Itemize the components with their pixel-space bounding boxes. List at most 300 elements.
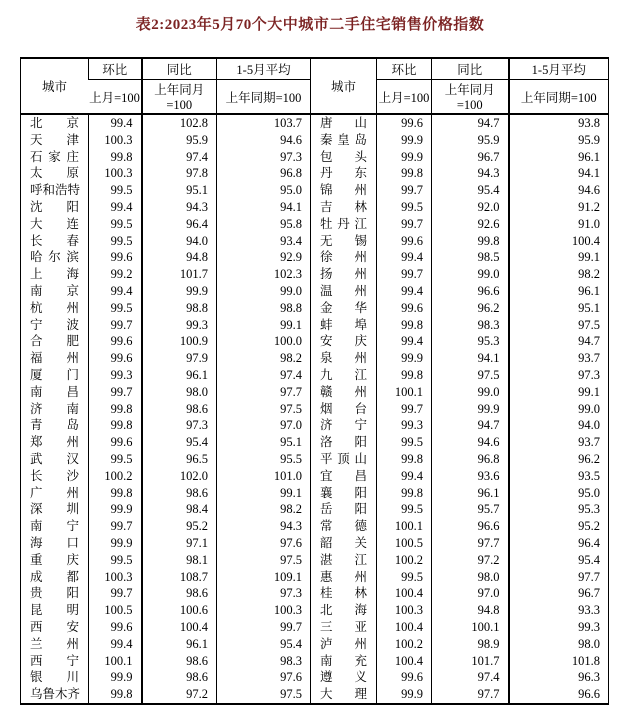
mom-cell-left: 99.4 [89, 283, 142, 300]
mom-cell-left: 99.8 [89, 686, 142, 704]
yoy-cell-left: 97.1 [142, 535, 217, 552]
avg-cell-right: 96.6 [509, 686, 609, 704]
city-cell-right: 扬 州 [311, 266, 377, 283]
yoy-cell-left: 99.9 [142, 283, 217, 300]
header-avg-right: 1-5月平均 [509, 58, 609, 80]
city-cell-left: 上 海 [30, 267, 79, 282]
mom-cell-left: 99.7 [89, 518, 142, 535]
yoy-cell-left: 94.0 [142, 233, 217, 250]
mom-cell-right: 99.7 [377, 182, 432, 199]
city-cell-right: 岳 阳 [311, 501, 377, 518]
table-row [21, 333, 609, 350]
city-cell-right: 平 顶 山 [311, 451, 377, 468]
yoy-cell-right: 97.4 [432, 669, 509, 686]
mom-cell-left: 99.4 [89, 636, 142, 653]
mom-cell-right: 99.9 [377, 350, 432, 367]
city-cell-right: 桂 林 [311, 585, 377, 602]
mom-cell-right: 100.1 [377, 384, 432, 401]
city-cell-right: 包 头 [311, 149, 377, 166]
avg-cell-right: 94.6 [509, 182, 609, 199]
mom-cell-right: 99.4 [377, 283, 432, 300]
avg-cell-left: 97.4 [217, 367, 311, 384]
table-row [21, 669, 609, 686]
yoy-cell-right: 94.8 [432, 602, 509, 619]
mom-cell-left: 99.6 [89, 434, 142, 451]
city-cell-left: 贵 阳 [30, 586, 79, 601]
city-cell-left: 合 肥 [30, 334, 79, 349]
table-row [21, 485, 609, 502]
table-row [21, 653, 609, 670]
avg-cell-right: 91.2 [509, 199, 609, 216]
avg-cell-left: 97.0 [217, 417, 311, 434]
city-cell-left: 乌 鲁 木 齐 [30, 687, 81, 702]
yoy-cell-left: 98.8 [142, 300, 217, 317]
mom-cell-right: 100.5 [377, 535, 432, 552]
city-cell-left: 杭 州 [30, 300, 79, 315]
avg-cell-left: 98.8 [217, 300, 311, 317]
yoy-cell-left: 101.7 [142, 266, 217, 283]
avg-cell-left: 99.1 [217, 485, 311, 502]
yoy-cell-left: 100.9 [142, 333, 217, 350]
yoy-cell-right: 97.7 [432, 686, 509, 704]
table-row [21, 602, 609, 619]
header-avg-base-right: 上年同期=100 [509, 80, 609, 115]
header-yoy-base-left: 上年同月=100 [142, 80, 217, 115]
city-cell-right: 金 华 [311, 300, 377, 317]
table-row [21, 300, 609, 317]
yoy-cell-left: 108.7 [142, 569, 217, 586]
mom-cell-left: 99.8 [89, 417, 142, 434]
table-row [21, 132, 609, 149]
mom-cell-right: 100.3 [377, 602, 432, 619]
mom-cell-left: 99.8 [89, 149, 142, 166]
table-row [21, 182, 609, 199]
mom-cell-left: 99.6 [89, 333, 142, 350]
mom-cell-right: 99.6 [377, 300, 432, 317]
avg-cell-right: 93.7 [509, 350, 609, 367]
mom-cell-right: 99.5 [377, 569, 432, 586]
city-cell-left: 南 京 [30, 283, 79, 298]
city-cell-right: 烟 台 [311, 401, 377, 418]
mom-cell-left: 99.4 [89, 114, 142, 132]
avg-cell-left: 95.8 [217, 216, 311, 233]
city-cell-right: 湛 江 [311, 552, 377, 569]
table-row [21, 468, 609, 485]
mom-cell-left: 99.5 [89, 233, 142, 250]
avg-cell-right: 97.7 [509, 569, 609, 586]
table-row [21, 233, 609, 250]
city-cell-left: 重 庆 [30, 552, 79, 567]
table-row [21, 216, 609, 233]
yoy-cell-right: 100.1 [432, 619, 509, 636]
mom-cell-left: 99.7 [89, 384, 142, 401]
avg-cell-left: 94.3 [217, 518, 311, 535]
yoy-cell-right: 94.1 [432, 350, 509, 367]
mom-cell-left: 100.2 [89, 468, 142, 485]
mom-cell-left: 99.2 [89, 266, 142, 283]
yoy-cell-right: 94.7 [432, 114, 509, 132]
mom-cell-right: 99.9 [377, 686, 432, 704]
avg-cell-right: 96.4 [509, 535, 609, 552]
mom-cell-left: 99.6 [89, 350, 142, 367]
mom-cell-left: 99.6 [89, 619, 142, 636]
mom-cell-right: 100.4 [377, 585, 432, 602]
city-cell-left: 天 津 [30, 132, 79, 147]
mom-cell-left: 99.9 [89, 669, 142, 686]
avg-cell-right: 95.1 [509, 300, 609, 317]
table-row [21, 686, 609, 704]
city-cell-left: 长 沙 [30, 468, 79, 483]
avg-cell-right: 98.0 [509, 636, 609, 653]
avg-cell-right: 93.5 [509, 468, 609, 485]
yoy-cell-left: 98.6 [142, 401, 217, 418]
yoy-cell-right: 94.3 [432, 165, 509, 182]
city-cell-left: 济 南 [30, 401, 79, 416]
yoy-cell-left: 96.1 [142, 636, 217, 653]
city-cell-left: 厦 门 [30, 367, 79, 382]
avg-cell-left: 95.5 [217, 451, 311, 468]
avg-cell-right: 95.2 [509, 518, 609, 535]
mom-cell-right: 99.8 [377, 165, 432, 182]
yoy-cell-right: 98.3 [432, 317, 509, 334]
table-body [21, 114, 609, 704]
avg-cell-right: 99.3 [509, 619, 609, 636]
city-cell-left: 西 宁 [30, 653, 79, 668]
header-yoy-left: 同比 [142, 58, 217, 80]
table-row [21, 114, 609, 132]
table-row [21, 367, 609, 384]
mom-cell-right: 99.7 [377, 401, 432, 418]
mom-cell-left: 99.3 [89, 367, 142, 384]
mom-cell-right: 99.4 [377, 333, 432, 350]
city-cell-left: 海 口 [30, 535, 79, 550]
city-cell-right: 宜 昌 [311, 468, 377, 485]
page-title: 表2:2023年5月70个大中城市二手住宅销售价格指数 [135, 17, 485, 33]
avg-cell-left: 96.8 [217, 165, 311, 182]
city-cell-left: 武 汉 [30, 451, 79, 466]
table-row [21, 401, 609, 418]
city-cell-right: 常 德 [311, 518, 377, 535]
yoy-cell-right: 93.6 [432, 468, 509, 485]
city-cell-right: 惠 州 [311, 569, 377, 586]
mom-cell-left: 99.7 [89, 317, 142, 334]
mom-cell-right: 99.8 [377, 485, 432, 502]
city-cell-right: 徐 州 [311, 249, 377, 266]
city-cell-right: 襄 阳 [311, 485, 377, 502]
yoy-cell-left: 94.8 [142, 249, 217, 266]
table-row [21, 501, 609, 518]
table-row [21, 451, 609, 468]
avg-cell-right: 95.9 [509, 132, 609, 149]
yoy-cell-right: 95.3 [432, 333, 509, 350]
yoy-cell-right: 92.6 [432, 216, 509, 233]
avg-cell-left: 98.2 [217, 501, 311, 518]
yoy-cell-left: 95.9 [142, 132, 217, 149]
city-cell-right: 洛 阳 [311, 434, 377, 451]
table-row [21, 434, 609, 451]
avg-cell-right: 99.0 [509, 401, 609, 418]
avg-cell-left: 98.3 [217, 653, 311, 670]
mom-cell-right: 99.3 [377, 417, 432, 434]
yoy-cell-right: 96.2 [432, 300, 509, 317]
city-cell-right: 南 充 [311, 653, 377, 670]
avg-cell-right: 99.1 [509, 384, 609, 401]
city-cell-left: 西 安 [30, 619, 79, 634]
mom-cell-right: 99.8 [377, 367, 432, 384]
header-yoy-base-right: 上年同月=100 [432, 80, 509, 115]
yoy-cell-left: 97.2 [142, 686, 217, 704]
avg-cell-right: 99.1 [509, 249, 609, 266]
mom-cell-right: 99.9 [377, 149, 432, 166]
mom-cell-left: 99.4 [89, 199, 142, 216]
city-cell-left: 深 圳 [30, 502, 79, 517]
yoy-cell-left: 96.5 [142, 451, 217, 468]
table-row [21, 552, 609, 569]
avg-cell-left: 95.1 [217, 434, 311, 451]
avg-cell-right: 96.3 [509, 669, 609, 686]
yoy-cell-right: 97.2 [432, 552, 509, 569]
yoy-cell-right: 94.7 [432, 417, 509, 434]
avg-cell-right: 93.8 [509, 114, 609, 132]
avg-cell-left: 99.7 [217, 619, 311, 636]
header-avg-left: 1-5月平均 [217, 58, 311, 80]
mom-cell-right: 99.6 [377, 233, 432, 250]
city-cell-left: 南 宁 [30, 519, 79, 534]
yoy-cell-left: 98.0 [142, 384, 217, 401]
yoy-cell-left: 99.3 [142, 317, 217, 334]
yoy-cell-right: 96.6 [432, 518, 509, 535]
mom-cell-left: 100.3 [89, 165, 142, 182]
yoy-cell-left: 97.9 [142, 350, 217, 367]
yoy-cell-right: 94.6 [432, 434, 509, 451]
header-yoy-right: 同比 [432, 58, 509, 80]
city-cell-left: 石 家 庄 [30, 149, 79, 164]
mom-cell-left: 99.9 [89, 535, 142, 552]
table-row [21, 636, 609, 653]
avg-cell-right: 95.0 [509, 485, 609, 502]
avg-cell-left: 95.0 [217, 182, 311, 199]
city-cell-left: 南 昌 [30, 384, 79, 399]
city-cell-left: 长 春 [30, 233, 79, 248]
city-cell-right: 泸 州 [311, 636, 377, 653]
avg-cell-right: 93.3 [509, 602, 609, 619]
yoy-cell-right: 98.9 [432, 636, 509, 653]
city-cell-left: 青 岛 [30, 418, 79, 433]
yoy-cell-left: 96.1 [142, 367, 217, 384]
city-cell-right: 安 庆 [311, 333, 377, 350]
avg-cell-left: 97.3 [217, 149, 311, 166]
table-header [21, 58, 609, 114]
avg-cell-left: 101.0 [217, 468, 311, 485]
city-cell-right: 锦 州 [311, 182, 377, 199]
yoy-cell-right: 99.0 [432, 266, 509, 283]
table-row [21, 350, 609, 367]
mom-cell-right: 99.5 [377, 501, 432, 518]
avg-cell-left: 99.1 [217, 317, 311, 334]
mom-cell-right: 100.2 [377, 552, 432, 569]
header-mom-base-right: 上月=100 [377, 80, 432, 115]
table-row [21, 249, 609, 266]
yoy-cell-left: 98.1 [142, 552, 217, 569]
table-row [21, 535, 609, 552]
yoy-cell-left: 97.8 [142, 165, 217, 182]
mom-cell-right: 99.6 [377, 114, 432, 132]
mom-cell-right: 100.4 [377, 653, 432, 670]
mom-cell-left: 99.5 [89, 182, 142, 199]
avg-cell-left: 97.5 [217, 686, 311, 704]
table-row [21, 384, 609, 401]
mom-cell-right: 99.4 [377, 468, 432, 485]
header-avg-base-left: 上年同期=100 [217, 80, 311, 115]
avg-cell-left: 94.1 [217, 199, 311, 216]
header-city-right: 城市 [311, 58, 377, 114]
yoy-cell-left: 95.2 [142, 518, 217, 535]
avg-cell-right: 96.1 [509, 149, 609, 166]
mom-cell-right: 99.6 [377, 669, 432, 686]
mom-cell-right: 100.1 [377, 518, 432, 535]
yoy-cell-right: 97.5 [432, 367, 509, 384]
yoy-cell-right: 95.7 [432, 501, 509, 518]
header-city-left: 城市 [21, 58, 89, 114]
mom-cell-left: 100.5 [89, 602, 142, 619]
table-row [21, 417, 609, 434]
avg-cell-left: 99.0 [217, 283, 311, 300]
avg-cell-right: 93.7 [509, 434, 609, 451]
yoy-cell-left: 98.6 [142, 485, 217, 502]
city-cell-right: 温 州 [311, 283, 377, 300]
avg-cell-left: 100.0 [217, 333, 311, 350]
city-cell-left: 大 连 [30, 216, 79, 231]
avg-cell-left: 109.1 [217, 569, 311, 586]
city-cell-right: 大 理 [311, 686, 377, 704]
mom-cell-right: 99.7 [377, 216, 432, 233]
mom-cell-left: 99.5 [89, 300, 142, 317]
yoy-cell-right: 95.9 [432, 132, 509, 149]
avg-cell-left: 97.7 [217, 384, 311, 401]
avg-cell-left: 94.6 [217, 132, 311, 149]
yoy-cell-right: 97.0 [432, 585, 509, 602]
avg-cell-right: 94.7 [509, 333, 609, 350]
city-cell-right: 泉 州 [311, 350, 377, 367]
avg-cell-left: 92.9 [217, 249, 311, 266]
avg-cell-left: 100.3 [217, 602, 311, 619]
yoy-cell-left: 94.3 [142, 199, 217, 216]
city-cell-right: 丹 东 [311, 165, 377, 182]
table-row [21, 585, 609, 602]
yoy-cell-left: 98.4 [142, 501, 217, 518]
yoy-cell-right: 92.0 [432, 199, 509, 216]
mom-cell-right: 100.4 [377, 619, 432, 636]
mom-cell-left: 99.5 [89, 216, 142, 233]
yoy-cell-right: 101.7 [432, 653, 509, 670]
yoy-cell-right: 96.7 [432, 149, 509, 166]
city-cell-left: 太 原 [30, 166, 79, 181]
city-cell-left: 成 都 [30, 569, 79, 584]
table-row [21, 199, 609, 216]
city-cell-left: 宁 波 [30, 317, 79, 332]
avg-cell-left: 103.7 [217, 114, 311, 132]
header-mom-base-left: 上月=100 [89, 80, 142, 115]
city-cell-right: 吉 林 [311, 199, 377, 216]
yoy-cell-left: 102.8 [142, 114, 217, 132]
city-cell-right: 唐 山 [311, 114, 377, 132]
avg-cell-right: 91.0 [509, 216, 609, 233]
avg-cell-right: 95.3 [509, 501, 609, 518]
table-row [21, 317, 609, 334]
city-cell-left: 福 州 [30, 351, 79, 366]
avg-cell-left: 95.4 [217, 636, 311, 653]
avg-cell-right: 97.3 [509, 367, 609, 384]
avg-cell-right: 95.4 [509, 552, 609, 569]
city-cell-left: 沈 阳 [30, 199, 79, 214]
city-cell-left: 广 州 [30, 485, 79, 500]
city-cell-right: 赣 州 [311, 384, 377, 401]
avg-cell-left: 97.3 [217, 585, 311, 602]
avg-cell-right: 96.2 [509, 451, 609, 468]
avg-cell-left: 97.6 [217, 535, 311, 552]
city-cell-left: 昆 明 [30, 603, 79, 618]
mom-cell-right: 100.2 [377, 636, 432, 653]
avg-cell-right: 96.1 [509, 283, 609, 300]
yoy-cell-right: 98.5 [432, 249, 509, 266]
yoy-cell-left: 100.6 [142, 602, 217, 619]
price-index-table [20, 57, 609, 705]
avg-cell-right: 96.7 [509, 585, 609, 602]
header-mom-right: 环比 [377, 58, 432, 80]
mom-cell-right: 99.9 [377, 132, 432, 149]
table-row [21, 283, 609, 300]
mom-cell-right: 99.5 [377, 199, 432, 216]
mom-cell-left: 99.8 [89, 401, 142, 418]
avg-cell-right: 101.8 [509, 653, 609, 670]
city-cell-right: 牡 丹 江 [311, 216, 377, 233]
yoy-cell-left: 97.3 [142, 417, 217, 434]
mom-cell-right: 99.4 [377, 249, 432, 266]
city-cell-right: 蚌 埠 [311, 317, 377, 334]
city-cell-left: 哈 尔 滨 [30, 250, 79, 265]
mom-cell-left: 99.6 [89, 249, 142, 266]
mom-cell-right: 99.7 [377, 266, 432, 283]
yoy-cell-left: 102.0 [142, 468, 217, 485]
city-cell-left: 呼 和 浩 特 [30, 183, 81, 198]
avg-cell-right: 97.5 [509, 317, 609, 334]
avg-cell-left: 102.3 [217, 266, 311, 283]
table-row [21, 518, 609, 535]
mom-cell-left: 100.3 [89, 569, 142, 586]
table-row [21, 569, 609, 586]
mom-cell-left: 100.3 [89, 132, 142, 149]
avg-cell-left: 97.6 [217, 669, 311, 686]
city-cell-right: 三 亚 [311, 619, 377, 636]
city-cell-right: 遵 义 [311, 669, 377, 686]
yoy-cell-right: 97.7 [432, 535, 509, 552]
mom-cell-left: 99.5 [89, 552, 142, 569]
avg-cell-left: 97.5 [217, 401, 311, 418]
mom-cell-right: 99.5 [377, 434, 432, 451]
mom-cell-left: 100.1 [89, 653, 142, 670]
yoy-cell-left: 98.6 [142, 653, 217, 670]
yoy-cell-left: 95.1 [142, 182, 217, 199]
yoy-cell-right: 96.8 [432, 451, 509, 468]
avg-cell-right: 98.2 [509, 266, 609, 283]
yoy-cell-right: 95.4 [432, 182, 509, 199]
avg-cell-right: 94.1 [509, 165, 609, 182]
city-cell-right: 济 宁 [311, 417, 377, 434]
avg-cell-right: 94.0 [509, 417, 609, 434]
city-cell-left: 北 京 [30, 116, 79, 130]
city-cell-left: 兰 州 [30, 636, 79, 651]
yoy-cell-right: 96.6 [432, 283, 509, 300]
